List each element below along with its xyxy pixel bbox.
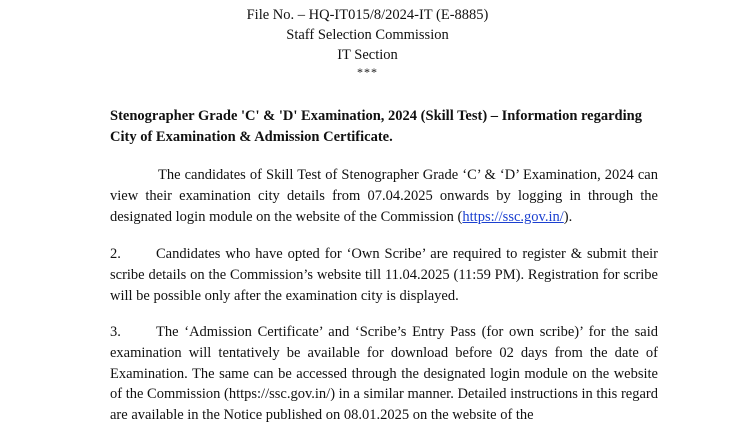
- document-header: [0, 5, 735, 79]
- paragraph-1-text-end: ).: [563, 208, 573, 225]
- notice-subject: Stenographer Grade 'C' & 'D' Examination, 2024 (Skill Test) – Information regarding City of Examination & Admission Certificate.: [110, 108, 642, 145]
- paragraph-2-number: 2.: [110, 246, 121, 262]
- section-name: IT Section: [337, 47, 398, 63]
- paragraph-3: [110, 322, 658, 426]
- organization-name: Staff Selection Commission: [286, 27, 449, 43]
- paragraph-3-number: 3.: [110, 324, 121, 340]
- paragraph-1: [110, 165, 658, 227]
- paragraph-3-text: The ‘Admission Certificate’ and ‘Scribe’s Entry Pass (for own scribe)’ for the said examination will tentatively be available for download before 02 days from the date of Examination. The same can be accessed through the designated login module on the website of the Commission (https://ssc.gov.in/) in a similar manner. Detailed instructions in this regard are available in the Notice published on 08.01.2025 on the website of the: [110, 324, 658, 424]
- paragraph-1-text: The candidates of Skill Test of Stenographer Grade ‘C’ & ‘D’ Examination, 2024 can view their examination city details from 07.04.2025 onwards by logging in through the designated login module on the website of the Commission (: [110, 167, 658, 225]
- paragraph-2-text: Candidates who have opted for ‘Own Scribe’ are required to register & submit their scribe details on the Commission’s website till 11.04.2025 (11:59 PM). Registration for scribe will be possible only after the examination city is displayed.: [110, 246, 658, 304]
- file-number: File No. – HQ-IT015/8/2024-IT (E-8885): [246, 7, 489, 23]
- separator-stars: ***: [357, 65, 378, 79]
- paragraph-2: [110, 244, 658, 306]
- ssc-website-link[interactable]: https://ssc.gov.in/: [462, 208, 564, 225]
